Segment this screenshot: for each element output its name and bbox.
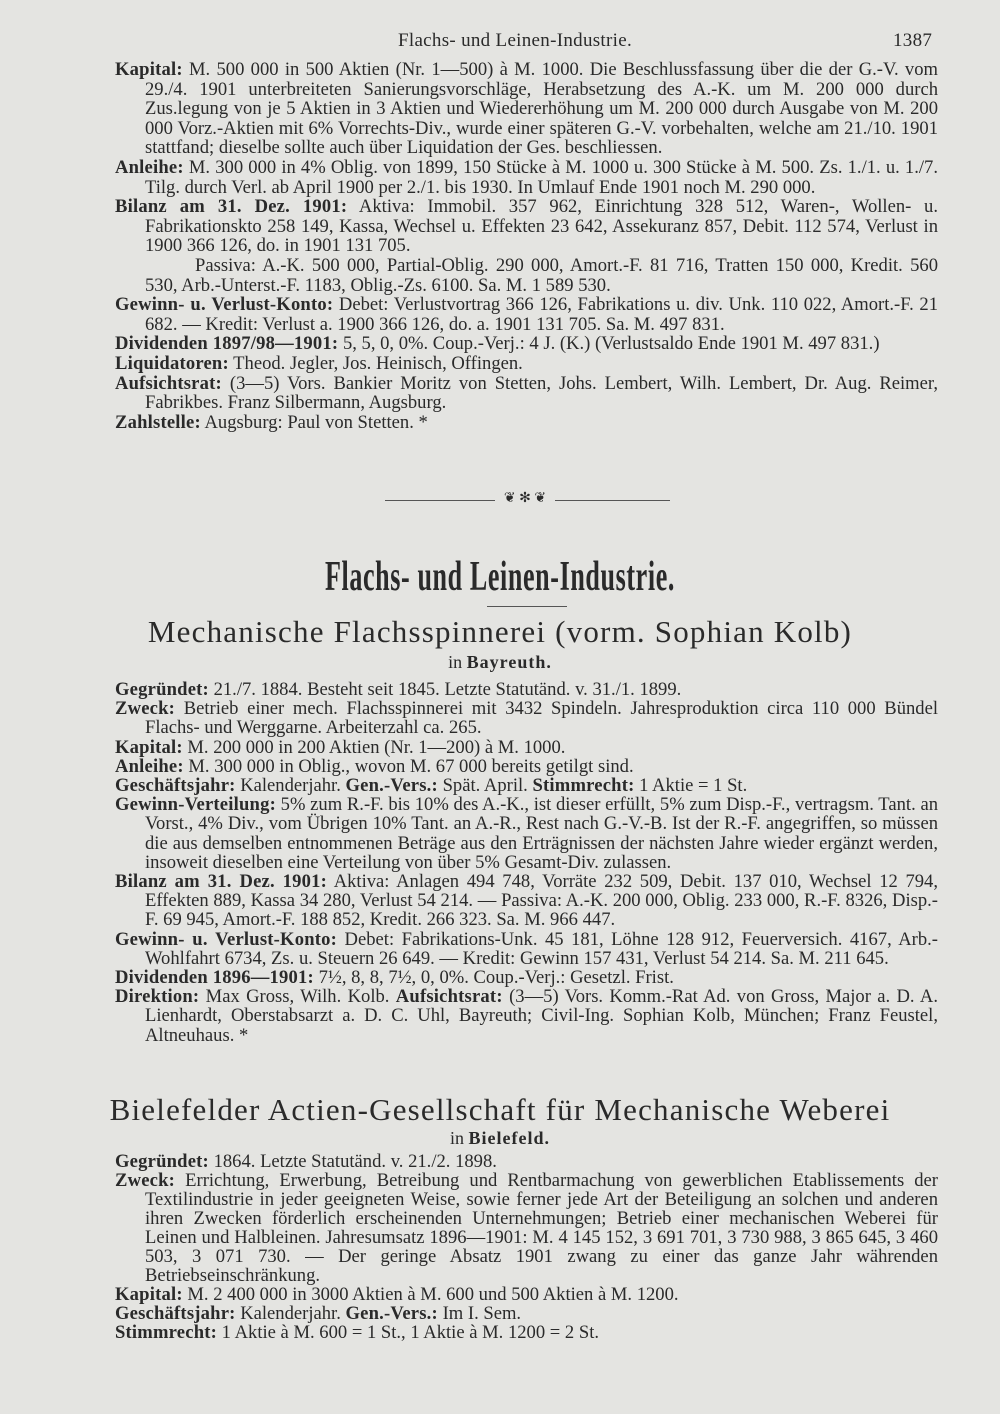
entry-paragraph xyxy=(115,872,938,930)
entry-text: Augsburg: Paul von Stetten. * xyxy=(200,411,428,433)
entry-label: Gegründet: xyxy=(115,679,209,700)
entry-text: Aktiva: Anlagen 494 748, Vorräte 232 509, Debit. 137 010, Wechsel 12 794, Effekten 889, Kassa 34 280, Verlust 54 214. — Passiva: A.-K. 200 000, Oblig. 233 000, R.-F. 8326, Disp.-F. 69 945, Amort.-F. 188 852, Kredit. 266 323. Sa. M. 966 447. xyxy=(145,871,938,931)
entry-paragraph xyxy=(115,158,938,197)
entry-text: 1 Aktie = 1 St. xyxy=(634,775,748,797)
entry-paragraph xyxy=(115,795,938,872)
entry-text: Debet: Verlustvortrag 366 126, Fabrikations u. div. Unk. 110 022, Amort.-F. 21 682. — Kredit: Verlust a. 1900 366 126, do. a. 1901 131 705. Sa. M. 497 831. xyxy=(145,294,938,335)
company-location-1 xyxy=(0,652,1000,673)
entry-paragraph xyxy=(115,680,938,699)
entry-label: Kapital: xyxy=(115,1284,183,1305)
company-title-2: Bielefelder Actien-Gesellschaft für Mechanische Weberei xyxy=(109,1092,891,1127)
entry-paragraph xyxy=(115,60,938,158)
entry-text: M. 200 000 in 200 Aktien (Nr. 1—200) à M. 1000. xyxy=(182,736,566,758)
entry-text: 21./7. 1884. Besteht seit 1845. Letzte Statutänd. v. 31./1. 1899. xyxy=(208,679,682,700)
ornament-rule-right xyxy=(555,500,670,501)
entry-paragraph xyxy=(115,699,938,737)
entry-text: 1 Aktie à M. 600 = 1 St., 1 Aktie à M. 1200 = 2 St. xyxy=(217,1322,600,1343)
entry-label: Geschäftsjahr: xyxy=(115,775,236,797)
entry-text: M. 300 000 in 4% Oblig. von 1899, 150 Stücke à M. 1000 u. 300 Stücke à M. 500. Zs. 1./1. u. 1./7. Tilg. durch Verl. ab April 1900 per 2./1. bis 1930. In Umlauf Ende 1901 noch M. 290 000. xyxy=(145,156,938,198)
title-rule xyxy=(487,606,567,607)
entry-text: Im I. Sem. xyxy=(437,1303,522,1324)
location-prefix: in xyxy=(448,652,463,672)
section-title: Flachs- und Leinen-Industrie. xyxy=(324,554,676,600)
entry-text: 5% zum R.-F. bis 10% des A.-K., ist dieser erfüllt, 5% zum Disp.-F., vertragsm. Tant. an Vorst., 4% Div., vom Übrigen 10% Tant. an A.-R., Rest nach G.-V.-B. Ist der R.-F. angegriffen, so müssen die aus demselben entnommenen Beträge aus den Erträgnissen der nächsten Jahre wieder ergänzt werden, insoweit dieselben eine Verteilung von über 5% Gesamt-Div. zulassen. xyxy=(145,794,938,873)
entry-paragraph xyxy=(115,295,938,334)
entry-paragraph xyxy=(115,1171,938,1285)
entry-text: Theod. Jegler, Jos. Heinisch, Offingen. xyxy=(228,352,523,374)
entry-label: Zweck: xyxy=(115,698,176,720)
entry-text: Spät. April. xyxy=(437,775,533,797)
entry-label: Gen.-Vers.: xyxy=(345,775,438,797)
location-prefix: in xyxy=(450,1128,465,1148)
entry-paragraph xyxy=(115,354,938,374)
entry-paragraph xyxy=(115,197,938,256)
company-2-entries xyxy=(115,1152,938,1342)
entry-text: 7½, 8, 8, 7½, 0, 0%. Coup.-Verj.: Gesetzl. Frist. xyxy=(313,967,674,989)
entry-paragraph xyxy=(115,256,938,295)
entry-text: Max Gross, Wilh. Kolb. xyxy=(199,986,396,1008)
entry-paragraph xyxy=(115,1285,938,1304)
entry-text: Passiva: A.-K. 500 000, Partial-Oblig. 290 000, Amort.-F. 81 716, Tratten 150 000, Kredit. 560 530, Arb.-Unterst.-F. 1183, Oblig.-Zs. 6100. Sa. M. 1 589 530. xyxy=(145,254,938,296)
entry-label: Gen.-Vers.: xyxy=(345,1303,438,1324)
entry-label: Kapital: xyxy=(115,736,183,758)
entry-text: Debet: Fabrikations-Unk. 45 181, Löhne 128 912, Feuerversich. 4167, Arb.-Wohlfahrt 6734, Zs. u. Steuern 26 649. — Kredit: Gewinn 157 431, Verlust 54 214. Sa. M. 211 645. xyxy=(145,928,938,969)
entry-text: Kalenderjahr. xyxy=(235,775,346,797)
entry-paragraph xyxy=(115,334,938,354)
entry-text: 5, 5, 0, 0%. Coup.-Verj.: 4 J. (K.) (Verlustsaldo Ende 1901 M. 497 831.) xyxy=(338,333,880,355)
entry-label: Direktion: xyxy=(115,986,200,1008)
entry-paragraph xyxy=(115,968,938,987)
entry-paragraph xyxy=(115,1323,938,1342)
entry-label: Bilanz am 31. Dez. 1901: xyxy=(115,196,348,218)
entry-label: Bilanz am 31. Dez. 1901: xyxy=(115,871,328,893)
entry-label: Zahlstelle: xyxy=(115,411,201,433)
entry-label: Aufsichtsrat: xyxy=(115,372,222,394)
entry-paragraph xyxy=(115,374,938,413)
entry-label: Gewinn-Verteilung: xyxy=(115,794,276,816)
company-1-entries xyxy=(115,680,938,1045)
previous-company-entries xyxy=(115,60,938,432)
entry-label: Stimmrecht: xyxy=(115,1322,218,1343)
entry-text: (3—5) Vors. Komm.-Rat Ad. von Gross, Major a. D. A. Lienhardt, Oberstabsarzt a. D. C. Uhl, Bayreuth; Civil-Ing. Sophian Kolb, München; Franz Feustel, Altneuhaus. * xyxy=(145,986,938,1046)
entry-label: Aufsichtsrat: xyxy=(395,986,503,1008)
entry-label: Anleihe: xyxy=(115,156,184,178)
entry-text: M. 2 400 000 in 3000 Aktien à M. 600 und 500 Aktien à M. 1200. xyxy=(182,1284,679,1305)
entry-label: Gewinn- u. Verlust-Konto: xyxy=(115,928,338,950)
entry-text: M. 500 000 in 500 Aktien (Nr. 1—500) à M. 1000. Die Beschlussfassung über die der G.-V. vom 29./4. 1901 unterbreiteten Sanierungsvorschläge, Herabsetzung des A.-K. um M. 200 000 durch Zus.legung von je 5 Aktien in 3 Aktien und Wiedererhöhung um M. 200 000 durch Ausgabe von M. 200 000 Vorz.-Aktien mit 6% Vorrechts-Div., wurde einer späteren G.-V. vorbehalten, welche am 21./10. 1901 stattfand; dieselbe sollte auch über Liquidation der Ges. beschliessen. xyxy=(145,59,938,159)
entry-text: M. 300 000 in Oblig., wovon M. 67 000 bereits getilgt sind. xyxy=(183,755,634,777)
entry-label: Stimmrecht: xyxy=(532,775,635,797)
location-name: Bielefeld. xyxy=(468,1128,550,1148)
entry-paragraph xyxy=(115,757,938,776)
entry-paragraph xyxy=(115,776,938,795)
entry-label: Gegründet: xyxy=(115,1151,209,1172)
entry-text: Errichtung, Erwerbung, Betreibung und Rentbarmachung von gewerblichen Etablissements der Textilindustrie in jeder geeigneten Weise, sowie ferner jede Art der Beteiligung an solchen und anderen ihren Zwecken förderlich erscheinenden Unternehmungen; Betrieb einer mechanischen Weberei für Leinen und Halbleinen. Jahresumsatz 1896—1901: M. 4 145 152, 3 691 701, 3 730 988, 3 865 645, 3 460 503, 3 071 730. — Der geringe Absatz 1901 zwang zu einer das ganze Jahr währenden Betriebseinschränkung. xyxy=(145,1170,938,1286)
entry-paragraph xyxy=(115,1304,938,1323)
page-number: 1387 xyxy=(893,30,933,51)
company-location-2 xyxy=(0,1128,1000,1149)
running-title: Flachs- und Leinen-Industrie. xyxy=(398,30,632,51)
entry-label: Geschäftsjahr: xyxy=(115,1303,236,1324)
entry-label: Gewinn- u. Verlust-Konto: xyxy=(115,294,334,316)
entry-text: Aktiva: Immobil. 357 962, Einrichtung 328 512, Waren-, Wollen- u. Fabrikationskto 258 149, Kassa, Wechsel u. Effekten 23 642, Assekuranz 857, Debit. 112 574, Verlust in 1900 366 126, do. in 1901 131 705. xyxy=(145,196,938,257)
entry-paragraph xyxy=(115,738,938,757)
entry-label: Dividenden 1896—1901: xyxy=(115,967,314,989)
entry-text: (3—5) Vors. Bankier Moritz von Stetten, Johs. Lembert, Wilh. Lembert, Dr. Aug. Reimer, Fabrikbes. Franz Silbermann, Augsburg. xyxy=(145,372,938,414)
entry-label: Anleihe: xyxy=(115,755,184,777)
ornament: ❦ ✻ ❦ xyxy=(503,491,547,506)
entry-label: Kapital: xyxy=(115,59,183,80)
entry-text: 1864. Letzte Statutänd. v. 21./2. 1898. xyxy=(208,1151,497,1172)
entry-paragraph xyxy=(115,930,938,968)
entry-text: Kalenderjahr. xyxy=(235,1303,346,1324)
ornament-rule-left xyxy=(385,500,495,501)
location-name: Bayreuth. xyxy=(466,652,552,672)
entry-label: Zweck: xyxy=(115,1170,176,1191)
entry-text: Betrieb einer mech. Flachsspinnerei mit 3432 Spindeln. Jahresproduktion circa 110 000 Bündel Flachs- und Werggarne. Arbeiterzahl ca. 265. xyxy=(145,698,938,739)
entry-paragraph xyxy=(115,413,938,433)
entry-label: Dividenden 1897/98—1901: xyxy=(115,333,339,355)
entry-paragraph xyxy=(115,1152,938,1171)
company-title-1: Mechanische Flachsspinnerei (vorm. Sophian Kolb) xyxy=(147,614,853,649)
entry-label: Liquidatoren: xyxy=(115,352,229,374)
entry-paragraph xyxy=(115,987,938,1045)
